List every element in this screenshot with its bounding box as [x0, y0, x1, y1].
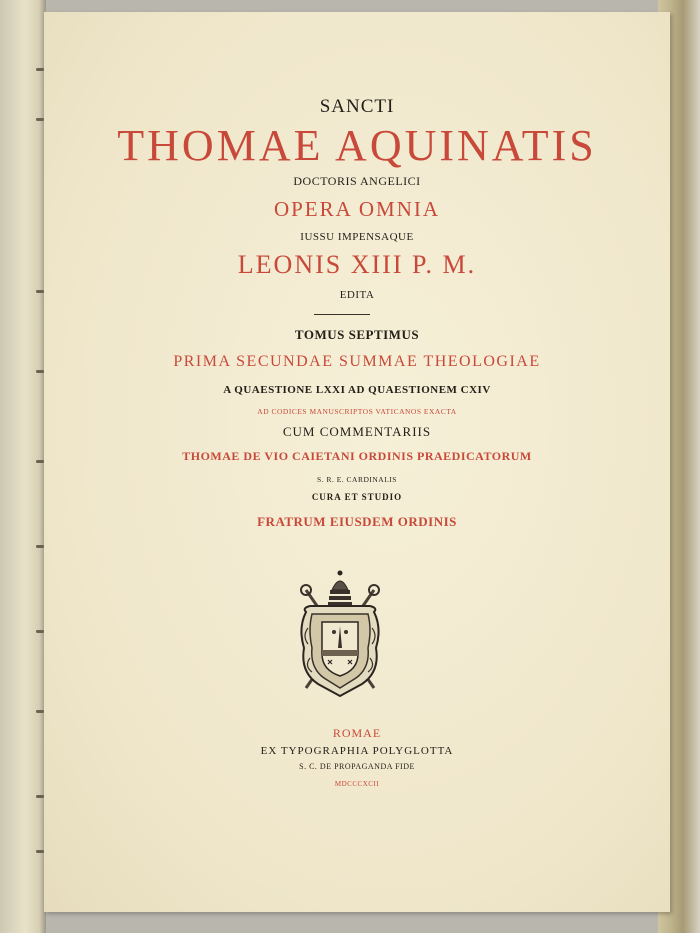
imprint-press: EX TYPOGRAPHIA POLYGLOTTA — [260, 745, 454, 757]
edita-line: EDITA — [339, 289, 375, 301]
stitch-mark — [36, 630, 44, 633]
imprint-city: ROMAE — [332, 726, 382, 740]
stitch-mark — [36, 370, 44, 373]
commentary-line: CUM COMMENTARIIS — [282, 424, 432, 439]
imprint-year: MDCCCXCII — [334, 780, 380, 788]
papal-coat-of-arms-icon — [292, 568, 388, 702]
stitch-mark — [36, 290, 44, 293]
imprint-congregation: S. C. DE PROPAGANDA FIDE — [299, 762, 415, 771]
divider-rule — [314, 314, 370, 315]
stitch-mark — [36, 710, 44, 713]
editors-line: FRATRUM EIUSDEM ORDINIS — [257, 514, 457, 529]
author-epithet: DOCTORIS ANGELICI — [293, 174, 421, 188]
stitch-mark — [36, 460, 44, 463]
author-name: THOMAE AQUINATIS — [117, 121, 597, 170]
stitch-mark — [36, 795, 44, 798]
patron-name: LEONIS XIII P. M. — [237, 250, 477, 279]
title-page — [44, 12, 670, 912]
question-range: A QUAESTIONE LXXI AD QUAESTIONEM CXIV — [223, 384, 491, 396]
volume-number: TOMUS SEPTIMUS — [294, 327, 420, 342]
volume-title: PRIMA SECUNDAE SUMMAE THEOLOGIAE — [173, 353, 541, 370]
stitch-mark — [36, 68, 44, 71]
cura-line: CURA ET STUDIO — [311, 492, 403, 502]
book-binding-left — [0, 0, 46, 933]
work-title: OPERA OMNIA — [273, 197, 441, 221]
commentator-line: THOMAE DE VIO CAIETANI ORDINIS PRAEDICATORUM — [182, 449, 532, 463]
heading-sancti: SANCTI — [319, 96, 395, 117]
stitch-mark — [36, 545, 44, 548]
stitch-mark — [36, 850, 44, 853]
stitch-mark — [36, 118, 44, 121]
iussu-line: IUSSU IMPENSAQUE — [300, 231, 414, 243]
cardinal-line: S. R. E. CARDINALIS — [317, 475, 397, 484]
codices-line: AD CODICES MANUSCRIPTOS VATICANOS EXACTA — [257, 407, 457, 416]
